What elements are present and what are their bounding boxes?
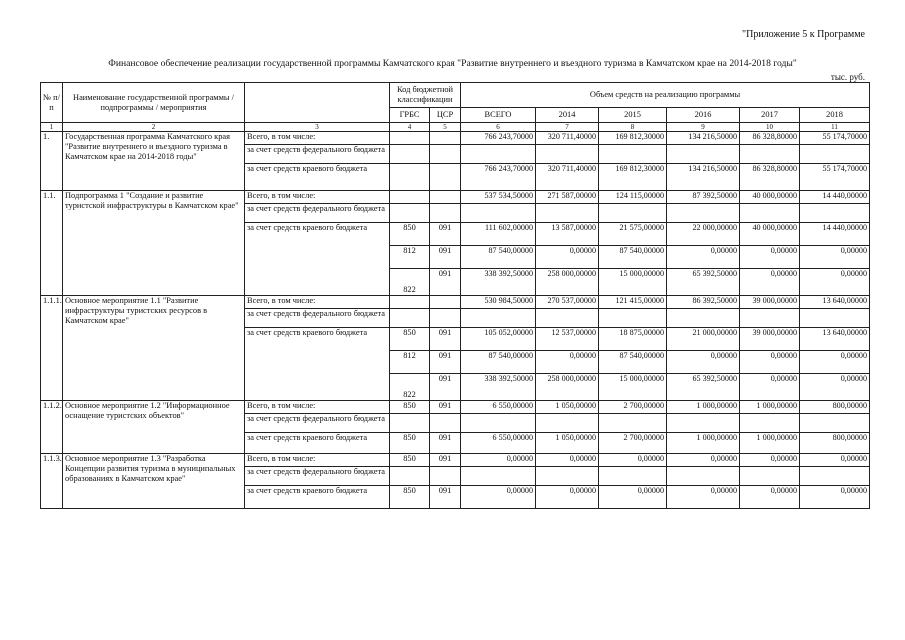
source-total: Всего, в том числе: — [245, 132, 390, 145]
csr-cell — [430, 414, 461, 433]
row-index: 1.1.2. — [41, 401, 63, 454]
source-regional: за счет средств краевого бюджета — [245, 164, 390, 191]
header-total: ВСЕГО — [461, 108, 536, 123]
grbs-cell — [390, 132, 430, 145]
value-2016: 65 392,50000 — [667, 269, 740, 296]
grbs-cell: 850 — [390, 433, 430, 454]
header-grbs: ГРБС — [390, 108, 430, 123]
value-2014 — [536, 414, 599, 433]
grbs-cell — [390, 204, 430, 223]
value-2015: 0,00000 — [599, 454, 667, 467]
header-volume: Объем средств на реализацию программы — [461, 83, 870, 108]
value-2018: 14 440,00000 — [800, 191, 870, 204]
value-2018: 55 174,70000 — [800, 132, 870, 145]
value-2016 — [667, 309, 740, 328]
grbs-cell — [390, 414, 430, 433]
value-2017: 0,00000 — [740, 351, 800, 374]
grbs-cell — [390, 191, 430, 204]
column-number: 6 — [461, 123, 536, 132]
row-name: Основное мероприятие 1.2 "Информационное оснащение туристских объектов" — [63, 401, 245, 454]
value-2017 — [740, 145, 800, 164]
value-2014: 12 537,00000 — [536, 328, 599, 351]
value-2014: 271 587,00000 — [536, 191, 599, 204]
value-total: 530 984,50000 — [461, 296, 536, 309]
table-row — [41, 454, 870, 467]
value-2018: 800,00000 — [800, 401, 870, 414]
units-label: тыс. руб. — [830, 72, 865, 82]
value-2015: 87 540,00000 — [599, 246, 667, 269]
value-2015: 18 875,00000 — [599, 328, 667, 351]
value-total: 338 392,50000 — [461, 269, 536, 296]
value-total: 0,00000 — [461, 454, 536, 467]
header-2018: 2018 — [800, 108, 870, 123]
value-total: 6 550,00000 — [461, 433, 536, 454]
column-number: 1 — [41, 123, 63, 132]
source-federal: за счет средств федерального бюджета — [245, 467, 390, 486]
column-number: 11 — [800, 123, 870, 132]
value-2015 — [599, 414, 667, 433]
grbs-cell: 850 — [390, 486, 430, 509]
csr-cell — [430, 296, 461, 309]
row-index: 1.1.3. — [41, 454, 63, 509]
value-2017: 0,00000 — [740, 374, 800, 401]
column-number: 2 — [63, 123, 245, 132]
value-2017: 40 000,00000 — [740, 191, 800, 204]
value-2016: 0,00000 — [667, 454, 740, 467]
value-2017: 0,00000 — [740, 486, 800, 509]
value-2016: 0,00000 — [667, 351, 740, 374]
value-2014: 320 711,40000 — [536, 132, 599, 145]
source-total: Всего, в том числе: — [245, 191, 390, 204]
value-2015: 169 812,30000 — [599, 132, 667, 145]
value-2015: 121 415,00000 — [599, 296, 667, 309]
source-total: Всего, в том числе: — [245, 454, 390, 467]
value-2015: 0,00000 — [599, 486, 667, 509]
value-2014: 0,00000 — [536, 486, 599, 509]
value-2014: 270 537,00000 — [536, 296, 599, 309]
source-federal: за счет средств федерального бюджета — [245, 204, 390, 223]
row-index: 1. — [41, 132, 63, 191]
value-2016 — [667, 204, 740, 223]
csr-cell: 091 — [430, 454, 461, 467]
value-2015: 169 812,30000 — [599, 164, 667, 191]
value-2014: 0,00000 — [536, 454, 599, 467]
value-2014: 1 050,00000 — [536, 401, 599, 414]
column-number: 4 — [390, 123, 430, 132]
value-2014: 13 587,00000 — [536, 223, 599, 246]
source-total: Всего, в том числе: — [245, 401, 390, 414]
value-2018: 13 640,00000 — [800, 328, 870, 351]
value-total: 537 534,50000 — [461, 191, 536, 204]
value-total: 766 243,70000 — [461, 132, 536, 145]
value-2017: 86 328,80000 — [740, 132, 800, 145]
column-number: 10 — [740, 123, 800, 132]
value-2018 — [800, 204, 870, 223]
row-index: 1.1.1. — [41, 296, 63, 401]
source-regional: за счет средств краевого бюджета — [245, 486, 390, 509]
row-name: Подпрограмма 1 "Создание и развитие туристской инфраструктуры в Камчатском крае" — [63, 191, 245, 296]
value-2017 — [740, 204, 800, 223]
csr-cell: 091 — [430, 246, 461, 269]
value-2014 — [536, 309, 599, 328]
source-federal: за счет средств федерального бюджета — [245, 145, 390, 164]
value-2014: 258 000,00000 — [536, 269, 599, 296]
value-2014: 0,00000 — [536, 351, 599, 374]
value-2018 — [800, 145, 870, 164]
value-2014 — [536, 204, 599, 223]
csr-cell — [430, 309, 461, 328]
grbs-cell: 850 — [390, 223, 430, 246]
value-2015: 15 000,00000 — [599, 374, 667, 401]
header-2016: 2016 — [667, 108, 740, 123]
document-title: Финансовое обеспечение реализации государственной программы Камчатского края "Развитие внутреннего и въездного туризма в Камчатском крае на 2014-2018 годы" — [108, 58, 797, 69]
csr-cell — [430, 204, 461, 223]
value-2015 — [599, 145, 667, 164]
csr-cell — [430, 132, 461, 145]
column-number-row — [41, 123, 870, 132]
value-2016 — [667, 414, 740, 433]
value-2016: 0,00000 — [667, 246, 740, 269]
value-2018: 0,00000 — [800, 351, 870, 374]
grbs-cell — [390, 164, 430, 191]
value-2016: 65 392,50000 — [667, 374, 740, 401]
value-2014 — [536, 467, 599, 486]
column-number: 3 — [245, 123, 390, 132]
row-name: Основное мероприятие 1.3 "Разработка Концепции развития туризма в муниципальных образованиях в Камчатском крае" — [63, 454, 245, 509]
table-row — [41, 296, 870, 309]
value-total: 105 052,00000 — [461, 328, 536, 351]
column-number: 9 — [667, 123, 740, 132]
table-row — [41, 191, 870, 204]
financing-table — [40, 82, 870, 509]
source-total: Всего, в том числе: — [245, 296, 390, 309]
value-2018: 0,00000 — [800, 374, 870, 401]
value-total: 87 540,00000 — [461, 351, 536, 374]
value-2016: 21 000,00000 — [667, 328, 740, 351]
table-row — [41, 132, 870, 145]
appendix-label: "Приложение 5 к Программе — [742, 29, 865, 40]
value-2017: 39 000,00000 — [740, 296, 800, 309]
column-number: 5 — [430, 123, 461, 132]
value-2018: 0,00000 — [800, 454, 870, 467]
csr-cell: 091 — [430, 351, 461, 374]
row-index: 1.1. — [41, 191, 63, 296]
value-total — [461, 467, 536, 486]
value-2016: 86 392,50000 — [667, 296, 740, 309]
value-2014: 258 000,00000 — [536, 374, 599, 401]
header-csr: ЦСР — [430, 108, 461, 123]
value-2016: 134 216,50000 — [667, 132, 740, 145]
value-2016 — [667, 145, 740, 164]
value-2016: 22 000,00000 — [667, 223, 740, 246]
value-total: 0,00000 — [461, 486, 536, 509]
value-2017: 86 328,80000 — [740, 164, 800, 191]
value-total: 338 392,50000 — [461, 374, 536, 401]
csr-cell — [430, 145, 461, 164]
value-total: 766 243,70000 — [461, 164, 536, 191]
value-2015: 124 115,00000 — [599, 191, 667, 204]
value-total — [461, 414, 536, 433]
value-2016: 1 000,00000 — [667, 433, 740, 454]
column-number: 7 — [536, 123, 599, 132]
value-2015: 15 000,00000 — [599, 269, 667, 296]
value-2018: 0,00000 — [800, 486, 870, 509]
csr-cell — [430, 191, 461, 204]
value-2018: 800,00000 — [800, 433, 870, 454]
value-2016: 87 392,50000 — [667, 191, 740, 204]
value-total — [461, 145, 536, 164]
value-2018 — [800, 467, 870, 486]
grbs-cell: 822 — [390, 269, 430, 296]
value-2018: 13 640,00000 — [800, 296, 870, 309]
table-row — [41, 401, 870, 414]
source-regional: за счет средств краевого бюджета — [245, 223, 390, 296]
value-2015 — [599, 467, 667, 486]
value-total: 87 540,00000 — [461, 246, 536, 269]
value-2015: 21 575,00000 — [599, 223, 667, 246]
grbs-cell: 812 — [390, 351, 430, 374]
header-name: Наименование государственной программы / подпрограммы / мероприятия — [63, 83, 245, 123]
value-2014: 320 711,40000 — [536, 164, 599, 191]
column-number: 8 — [599, 123, 667, 132]
value-2018: 0,00000 — [800, 246, 870, 269]
row-name: Государственная программа Камчатского края "Развитие внутреннего и въездного туризма в Камчатском крае на 2014-2018 годы" — [63, 132, 245, 191]
value-2018: 55 174,70000 — [800, 164, 870, 191]
header-2015: 2015 — [599, 108, 667, 123]
grbs-cell: 850 — [390, 454, 430, 467]
value-2017: 0,00000 — [740, 454, 800, 467]
value-2016: 0,00000 — [667, 486, 740, 509]
value-2017: 1 000,00000 — [740, 401, 800, 414]
value-2018: 0,00000 — [800, 269, 870, 296]
header-source — [245, 83, 390, 123]
value-2014 — [536, 145, 599, 164]
value-2017: 0,00000 — [740, 269, 800, 296]
csr-cell — [430, 164, 461, 191]
value-2015: 2 700,00000 — [599, 433, 667, 454]
value-2014: 0,00000 — [536, 246, 599, 269]
value-2017 — [740, 309, 800, 328]
value-total: 111 602,00000 — [461, 223, 536, 246]
source-federal: за счет средств федерального бюджета — [245, 414, 390, 433]
grbs-cell: 822 — [390, 374, 430, 401]
grbs-cell — [390, 145, 430, 164]
header-2014: 2014 — [536, 108, 599, 123]
grbs-cell: 850 — [390, 401, 430, 414]
csr-cell: 091 — [430, 328, 461, 351]
header-code: Код бюджетной классификации — [390, 83, 461, 108]
value-2015 — [599, 204, 667, 223]
header-2017: 2017 — [740, 108, 800, 123]
value-2016 — [667, 467, 740, 486]
csr-cell: 091 — [430, 223, 461, 246]
grbs-cell — [390, 309, 430, 328]
value-2016: 1 000,00000 — [667, 401, 740, 414]
csr-cell: 091 — [430, 374, 461, 401]
row-name: Основное мероприятие 1.1 "Развитие инфраструктуры туристских ресурсов в Камчатском крае" — [63, 296, 245, 401]
source-regional: за счет средств краевого бюджета — [245, 328, 390, 401]
value-2015: 87 540,00000 — [599, 351, 667, 374]
value-2018 — [800, 309, 870, 328]
value-total — [461, 204, 536, 223]
value-2018 — [800, 414, 870, 433]
csr-cell: 091 — [430, 486, 461, 509]
value-2017: 1 000,00000 — [740, 433, 800, 454]
source-federal: за счет средств федерального бюджета — [245, 309, 390, 328]
value-2017: 40 000,00000 — [740, 223, 800, 246]
csr-cell — [430, 467, 461, 486]
value-2017: 39 000,00000 — [740, 328, 800, 351]
value-2017 — [740, 467, 800, 486]
source-regional: за счет средств краевого бюджета — [245, 433, 390, 454]
header-num: № п/п — [41, 83, 63, 123]
grbs-cell — [390, 467, 430, 486]
value-2014: 1 050,00000 — [536, 433, 599, 454]
value-2018: 14 440,00000 — [800, 223, 870, 246]
value-total — [461, 309, 536, 328]
value-2017: 0,00000 — [740, 246, 800, 269]
grbs-cell: 850 — [390, 328, 430, 351]
csr-cell: 091 — [430, 433, 461, 454]
value-2016: 134 216,50000 — [667, 164, 740, 191]
value-2015: 2 700,00000 — [599, 401, 667, 414]
value-2015 — [599, 309, 667, 328]
value-2017 — [740, 414, 800, 433]
csr-cell: 091 — [430, 401, 461, 414]
value-total: 6 550,00000 — [461, 401, 536, 414]
grbs-cell: 812 — [390, 246, 430, 269]
csr-cell: 091 — [430, 269, 461, 296]
grbs-cell — [390, 296, 430, 309]
